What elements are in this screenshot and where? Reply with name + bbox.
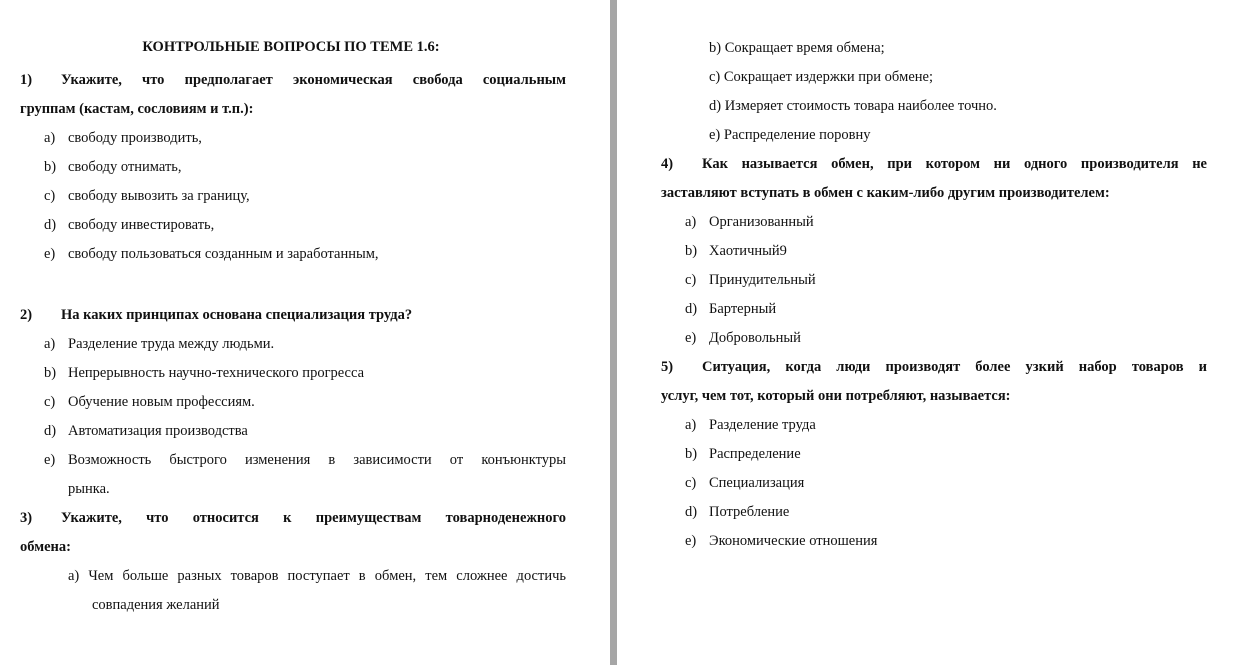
question-4-text: Как называется обмен, при котором ни одного производителя не xyxy=(702,156,1207,172)
q2-option-e-marker: e) xyxy=(44,452,56,468)
q5-option-b: Распределение xyxy=(709,446,801,462)
q4-option-b-marker: b) xyxy=(685,243,698,259)
q2-option-a: Разделение труда между людьми. xyxy=(68,336,275,352)
page-divider xyxy=(610,0,617,665)
question-4-text-cont: заставляют вступать в обмен с каким-либо другим производителем: xyxy=(661,185,1110,201)
q5-option-c: Специализация xyxy=(709,475,805,491)
q2-option-e: Возможность быстрого изменения в зависимости от конъюнктуры xyxy=(68,452,566,468)
q3-option-d: d) Измеряет стоимость товара наиболее точно. xyxy=(709,98,997,114)
q2-option-b-marker: b) xyxy=(44,365,57,381)
q4-option-c: Принудительный xyxy=(709,272,816,288)
question-2-number: 2) xyxy=(20,307,33,323)
left-page xyxy=(0,0,611,665)
q3-option-a: a) Чем больше разных товаров поступает в обмен, тем сложнее достичь xyxy=(68,568,566,584)
page-title: КОНТРОЛЬНЫЕ ВОПРОСЫ ПО ТЕМЕ 1.6: xyxy=(142,39,440,55)
q2-option-d: Автоматизация производства xyxy=(68,423,248,439)
question-2-text: На каких принципах основана специализация труда? xyxy=(61,307,413,323)
question-5-text: Ситуация, когда люди производят более узкий набор товаров и xyxy=(702,359,1207,375)
q2-option-a-marker: a) xyxy=(44,336,56,352)
question-5-number: 5) xyxy=(661,359,674,375)
q5-option-c-marker: c) xyxy=(685,475,697,491)
q1-option-c-marker: c) xyxy=(44,188,56,204)
question-1-number: 1) xyxy=(20,72,33,88)
question-3-number: 3) xyxy=(20,510,33,526)
q1-option-a-marker: a) xyxy=(44,130,56,146)
right-page xyxy=(617,0,1239,665)
q1-option-b: свободу отнимать, xyxy=(68,159,182,175)
question-1-text: Укажите, что предполагает экономическая свобода социальным xyxy=(61,72,566,88)
q1-option-d-marker: d) xyxy=(44,217,57,233)
q3-option-c: c) Сокращает издержки при обмене; xyxy=(709,69,933,85)
q5-option-d: Потребление xyxy=(709,504,790,520)
q5-option-a-marker: a) xyxy=(685,417,697,433)
q4-option-c-marker: c) xyxy=(685,272,697,288)
q5-option-d-marker: d) xyxy=(685,504,698,520)
q4-option-d-marker: d) xyxy=(685,301,698,317)
q3-option-a-cont: совпадения желаний xyxy=(92,597,220,613)
question-3-text-cont: обмена: xyxy=(20,539,71,555)
q1-option-b-marker: b) xyxy=(44,159,57,175)
q5-option-b-marker: b) xyxy=(685,446,698,462)
question-4-number: 4) xyxy=(661,156,674,172)
q4-option-e-marker: e) xyxy=(685,330,697,346)
q2-option-d-marker: d) xyxy=(44,423,57,439)
q3-option-e: e) Распределение поровну xyxy=(709,127,871,143)
q1-option-c: свободу вывозить за границу, xyxy=(68,188,250,204)
q1-option-a: свободу производить, xyxy=(68,130,202,146)
q2-option-b: Непрерывность научно-технического прогресса xyxy=(68,365,365,381)
q1-option-d: свободу инвестировать, xyxy=(68,217,215,233)
q2-option-c: Обучение новым профессиям. xyxy=(68,394,255,410)
q5-option-e-marker: e) xyxy=(685,533,697,549)
q2-option-e-cont: рынка. xyxy=(68,481,110,497)
q3-option-b: b) Сокращает время обмена; xyxy=(709,40,885,56)
q4-option-d: Бартерный xyxy=(709,301,777,317)
q4-option-a-marker: a) xyxy=(685,214,697,230)
q4-option-e: Добровольный xyxy=(709,330,801,346)
question-1-text-cont: группам (кастам, сословиям и т.п.): xyxy=(20,101,254,117)
question-3-text: Укажите, что относится к преимуществам товарноденежного xyxy=(61,510,566,526)
q4-option-b: Хаотичный9 xyxy=(709,243,787,259)
q1-option-e-marker: e) xyxy=(44,246,56,262)
q5-option-e: Экономические отношения xyxy=(709,533,878,549)
q4-option-a: Организованный xyxy=(709,214,814,230)
question-5-text-cont: услуг, чем тот, который они потребляют, называется: xyxy=(661,388,1011,404)
q5-option-a: Разделение труда xyxy=(709,417,816,433)
q2-option-c-marker: c) xyxy=(44,394,56,410)
q1-option-e: свободу пользоваться созданным и заработанным, xyxy=(68,246,379,262)
